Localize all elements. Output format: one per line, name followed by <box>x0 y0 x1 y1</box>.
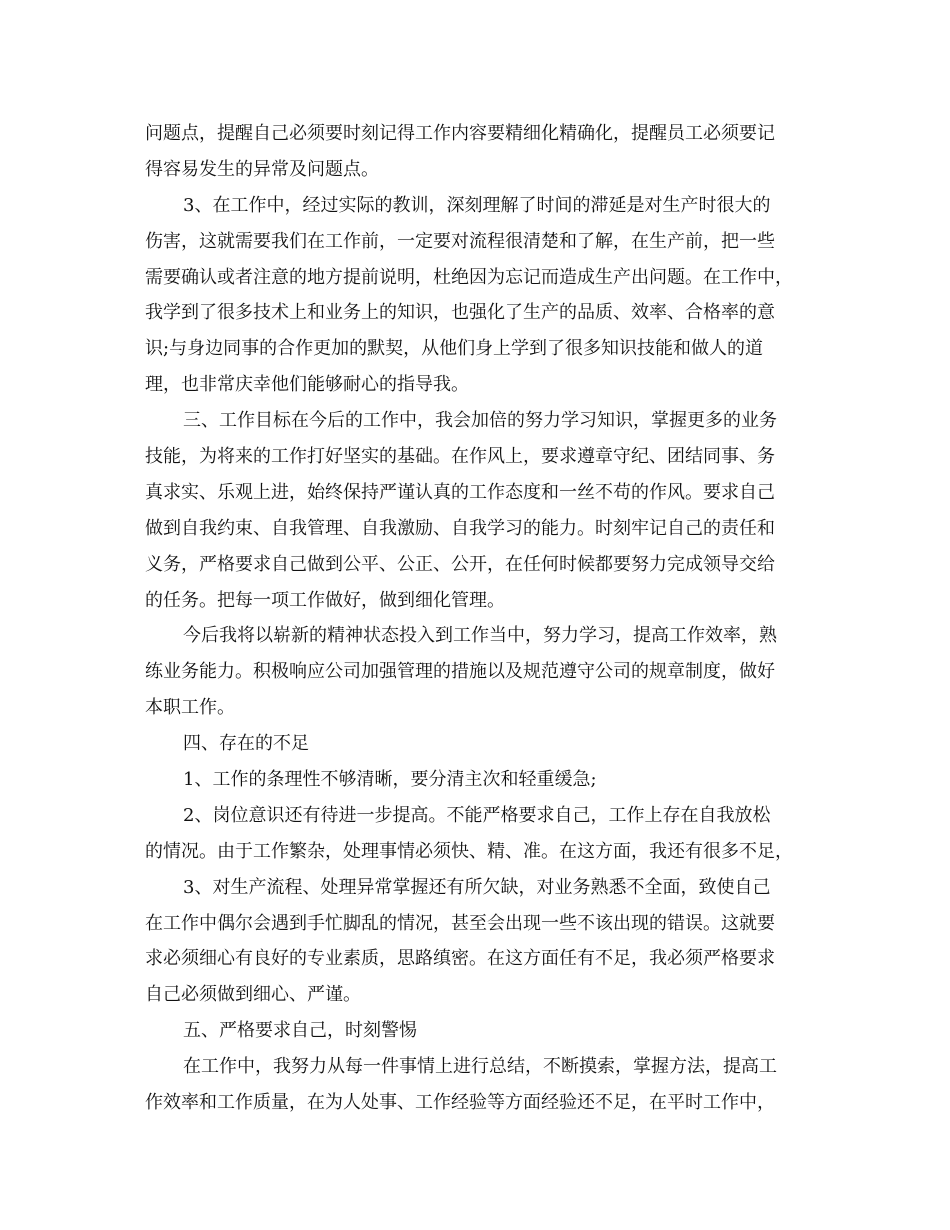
text-line: 真求实、乐观上进，始终保持严谨认真的工作态度和一丝不苟的作风。要求自己 <box>145 481 775 503</box>
text-line: 技能，为将来的工作打好坚实的基础。在作风上，要求遵章守纪、团结同事、务 <box>145 446 775 468</box>
text-line: 需要确认或者注意的地方提前说明，杜绝因为忘记而造成生产出问题。在工作中， <box>145 266 793 288</box>
text-line: 伤害，这就需要我们在工作前，一定要对流程很清楚和了解，在生产前，把一些 <box>145 230 775 252</box>
text-line: 3、在工作中，经过实际的教训，深刻理解了时间的滞延是对生产时很大的 <box>183 194 771 216</box>
text-line: 作效率和工作质量，在为人处事、工作经验等方面经验还不足，在平时工作中， <box>145 1092 775 1114</box>
text-line: 求必须细心有良好的专业素质，思路缜密。在这方面任有不足，我必须严格要求 <box>145 948 775 970</box>
text-line: 在工作中，我努力从每一件事情上进行总结，不断摸索，掌握方法，提高工 <box>183 1056 777 1078</box>
text-line: 本职工作。 <box>145 697 235 719</box>
text-line: 今后我将以崭新的精神状态投入到工作当中，努力学习，提高工作效率，熟 <box>183 625 777 647</box>
text-line: 得容易发生的异常及问题点。 <box>145 158 379 180</box>
section-heading-self-discipline: 五、严格要求自己，时刻警惕 <box>183 1020 417 1042</box>
text-line: 练业务能力。积极响应公司加强管理的措施以及规范遵守公司的规章制度，做好 <box>145 661 775 683</box>
text-line: 自己必须做到细心、严谨。 <box>145 984 361 1006</box>
text-line: 做到自我约束、自我管理、自我激励、自我学习的能力。时刻牢记自己的责任和 <box>145 517 775 539</box>
text-line: 识;与身边同事的合作更加的默契，从他们身上学到了很多知识技能和做人的道 <box>145 338 764 360</box>
text-line: 问题点，提醒自己必须要时刻记得工作内容要精细化精确化，提醒员工必须要记 <box>145 123 775 144</box>
text-line: 1、工作的条理性不够清晰，要分清主次和轻重缓急; <box>183 769 597 791</box>
section-heading-shortcomings: 四、存在的不足 <box>183 733 309 755</box>
text-line: 的任务。把每一项工作做好，做到细化管理。 <box>145 589 505 611</box>
text-line: 我学到了很多技术上和业务上的知识，也强化了生产的品质、效率、合格率的意 <box>145 302 775 324</box>
text-line: 3、对生产流程、处理异常掌握还有所欠缺，对业务熟悉不全面，致使自己 <box>183 876 771 898</box>
document-body <box>145 116 815 1121</box>
section-heading-goals: 三、工作目标在今后的工作中，我会加倍的努力学习知识，掌握更多的业务 <box>183 410 777 432</box>
text-line: 的情况。由于工作繁杂，处理事情必须快、精、准。在这方面，我还有很多不足， <box>145 840 793 862</box>
text-line: 在工作中偶尔会遇到手忙脚乱的情况，甚至会出现一些不该出现的错误。这就要 <box>145 912 775 934</box>
text-line: 义务，严格要求自己做到公平、公正、公开，在任何时候都要努力完成领导交给 <box>145 553 775 575</box>
text-line: 理，也非常庆幸他们能够耐心的指导我。 <box>145 374 469 396</box>
text-line: 2、岗位意识还有待进一步提高。不能严格要求自己，工作上存在自我放松 <box>183 804 771 826</box>
